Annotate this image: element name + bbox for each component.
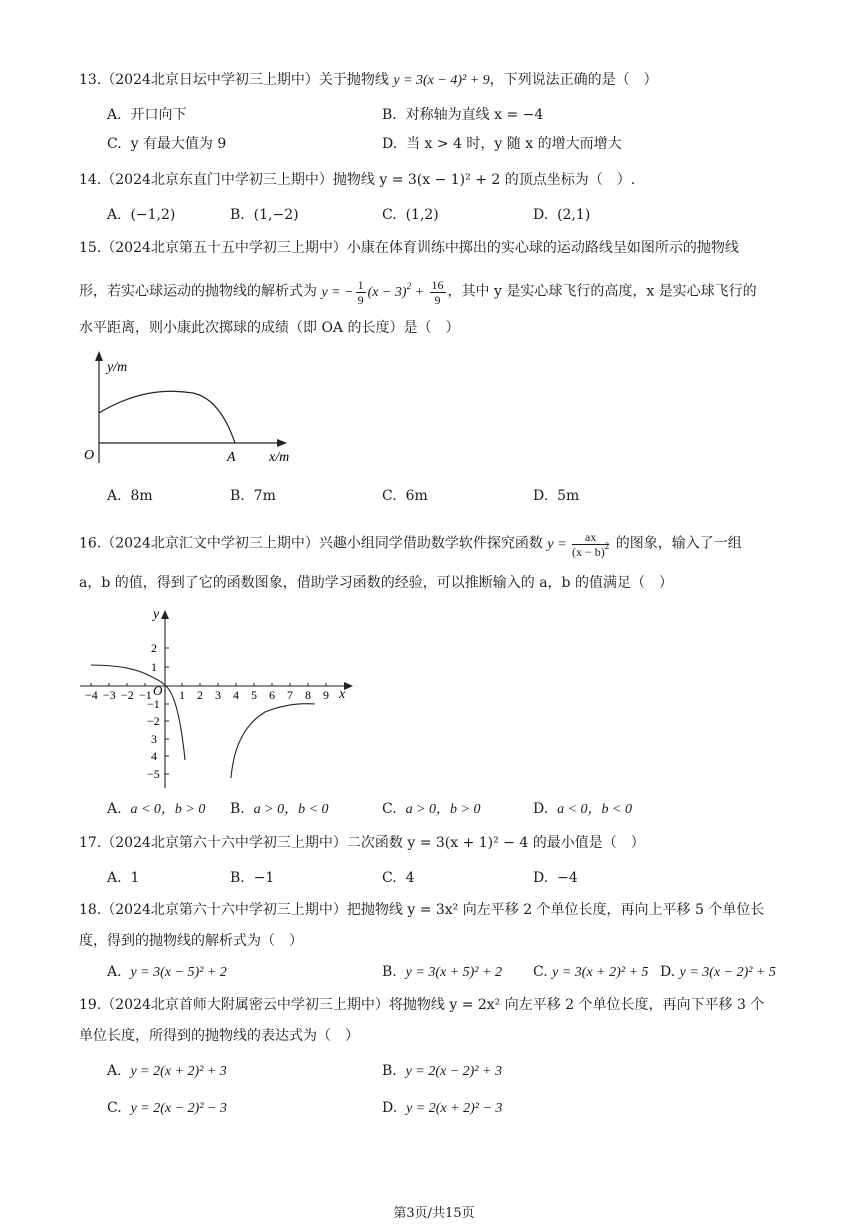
- option-text: 6m: [405, 488, 428, 504]
- option-text: (1,−2): [253, 207, 299, 223]
- option-label: C.: [107, 1100, 122, 1116]
- y-axis-label: y/m: [107, 360, 128, 375]
- x-tick-labels: [85, 688, 329, 702]
- x-axis-label: x: [339, 687, 346, 702]
- option-label: B.: [382, 964, 397, 980]
- q13-stem-tail: ，下列说法正确的是（ ）: [489, 72, 658, 88]
- x-tick-label: 5: [251, 688, 257, 702]
- option-label: C.: [533, 964, 548, 980]
- option-label: C.: [382, 488, 397, 504]
- q15-line2: [79, 278, 757, 307]
- q16-line1-b: 的图象，输入了一组: [615, 535, 742, 552]
- option-label: C.: [382, 870, 397, 886]
- option-label: A.: [107, 1063, 122, 1079]
- x-tick-label: −2: [121, 688, 134, 702]
- q18-line2: 度，得到的抛物线的解析式为（ ）: [79, 933, 303, 949]
- q14-stem: 14.（2024北京东直门中学初三上期中）抛物线 y = 3(x − 1)² + 2 的顶点坐标为（ ）.: [79, 172, 636, 188]
- option-label: D.: [533, 870, 549, 886]
- option-label: A.: [107, 964, 122, 980]
- option-label: B.: [382, 107, 397, 123]
- option-text: 7m: [253, 488, 276, 504]
- q17-option-c[interactable]: [382, 868, 415, 888]
- x-tick-label: 3: [215, 688, 221, 702]
- x-tick-label: 9: [323, 688, 329, 702]
- y-axis-label: y: [153, 607, 160, 622]
- option-text: y = 3(x − 2)² + 5: [679, 965, 776, 980]
- page-footer: 第3页/共15页: [393, 1206, 475, 1221]
- q15-option-c[interactable]: [382, 486, 428, 506]
- option-text: a < 0，b > 0: [130, 802, 206, 817]
- q18-option-a[interactable]: [107, 962, 227, 983]
- option-label: B.: [230, 488, 245, 504]
- y-tick-labels: [147, 641, 160, 781]
- q13-option-b[interactable]: [382, 105, 543, 125]
- q14-option-d[interactable]: [533, 205, 590, 225]
- option-text: y = 2(x + 2)² − 3: [406, 1101, 503, 1116]
- x-tick-label: 7: [287, 688, 293, 702]
- y-tick-label: −5: [147, 767, 160, 781]
- x-tick-label: −4: [85, 688, 98, 702]
- option-text: 4: [405, 870, 415, 886]
- option-label: C.: [382, 801, 397, 817]
- option-text: 对称轴为直线 x = −4: [405, 107, 544, 123]
- right-branch-curve: [231, 704, 315, 778]
- option-text: −4: [557, 870, 578, 886]
- option-label: A.: [107, 801, 122, 817]
- option-text: y = 2(x − 2)² + 3: [405, 1064, 502, 1079]
- q15-line1: 15.（2024北京第五十五中学初三上期中）小康在体育训练中掷出的实心球的运动路线呈如图所示的抛物线: [79, 240, 739, 256]
- q18-option-c[interactable]: [533, 962, 648, 983]
- option-text: 开口向下: [130, 107, 187, 123]
- x-tick-label: 2: [197, 688, 203, 702]
- q19-option-d[interactable]: [382, 1098, 502, 1119]
- q15-figure: [75, 345, 305, 470]
- option-text: y = 2(x + 2)² + 3: [130, 1064, 227, 1079]
- option-text: a > 0，b > 0: [405, 802, 481, 817]
- q19-option-a[interactable]: [107, 1061, 227, 1082]
- option-label: C.: [107, 136, 122, 152]
- q13-option-d[interactable]: [382, 134, 622, 154]
- option-label: B.: [230, 207, 245, 223]
- trajectory-curve: [99, 391, 235, 443]
- q16-line2: a，b 的值，得到了它的函数图象，借助学习函数的经验，可以推断输入的 a，b 的值满足（ ）: [79, 575, 673, 591]
- option-text: y = 2(x − 2)² − 3: [130, 1101, 227, 1116]
- option-label: A.: [107, 870, 122, 886]
- option-label: D.: [660, 964, 676, 980]
- q14-option-c[interactable]: [382, 205, 439, 225]
- x-tick-label: −1: [139, 688, 152, 702]
- option-label: D.: [533, 801, 549, 817]
- q17-option-a[interactable]: [107, 868, 139, 888]
- q16-formula: y = $\frac{ax}{(x - b)^2}$: [547, 530, 610, 559]
- q15-formula: y = − $\frac{1}{9}$ $(x - 3)^2$ + $\frac{16}{9}$: [321, 278, 444, 307]
- q18-line1: 18.（2024北京第六十六中学初三上期中）把抛物线 y = 3x² 向左平移 2 个单位长度，再向上平移 5 个单位长: [79, 902, 765, 918]
- q13-stem: [79, 70, 658, 91]
- x-tick-label: −3: [103, 688, 116, 702]
- option-label: D.: [382, 136, 398, 152]
- q15-line3: 水平距离，则小康此次掷球的成绩（即 OA 的长度）是（ ）: [79, 320, 460, 336]
- q16-line1: [79, 530, 742, 559]
- option-text: y = 3(x − 5)² + 2: [130, 965, 227, 980]
- x-axis-arrow: [277, 439, 287, 447]
- option-text: a < 0，b < 0: [557, 802, 632, 817]
- point-a-label: A: [227, 450, 236, 465]
- q16-figure: [75, 600, 365, 792]
- option-label: D.: [533, 207, 549, 223]
- y-axis-arrow: [95, 351, 103, 361]
- x-tick-label: 1: [179, 688, 185, 702]
- q16-option-c[interactable]: [382, 799, 480, 820]
- option-text: y = 3(x + 5)² + 2: [405, 965, 502, 980]
- q16-option-a[interactable]: [107, 799, 205, 820]
- y-tick-label: 2: [151, 641, 157, 655]
- q16-option-d[interactable]: [533, 799, 632, 820]
- option-label: B.: [230, 801, 245, 817]
- origin-label: O: [84, 448, 95, 463]
- x-axis-arrow: [344, 682, 353, 690]
- option-text: (1,2): [405, 207, 439, 223]
- q13-option-a[interactable]: [107, 105, 186, 125]
- q13-stem-expr: y = 3(x − 4)² + 9: [393, 73, 490, 88]
- q14-option-a[interactable]: [107, 205, 175, 225]
- x-axis-label: x/m: [269, 450, 290, 465]
- q19-option-c[interactable]: [107, 1098, 227, 1119]
- q17-option-d[interactable]: [533, 868, 578, 888]
- y-tick-label: 3: [151, 732, 157, 746]
- q13-option-c[interactable]: [107, 134, 226, 154]
- q19-line2: 单位长度，所得到的抛物线的表达式为（ ）: [79, 1028, 359, 1044]
- q16-option-b[interactable]: [230, 799, 329, 820]
- x-tick-label: 6: [269, 688, 275, 702]
- y-axis-arrow: [161, 610, 169, 619]
- q13-stem-text: 13.（2024北京日坛中学初三上期中）关于抛物线: [79, 72, 389, 88]
- y-tick-label: −1: [147, 697, 160, 711]
- q15-option-b[interactable]: [230, 486, 276, 506]
- y-ticks: [165, 648, 169, 774]
- option-text: y = 3(x + 2)² + 5: [552, 965, 649, 980]
- q18-option-b[interactable]: [382, 962, 502, 983]
- q15-line2-b: ，其中 y 是实心球飞行的高度，x 是实心球飞行的: [447, 283, 757, 300]
- option-text: (2,1): [557, 207, 591, 223]
- option-text: y 有最大值为 9: [130, 136, 227, 152]
- q19-line1: 19.（2024北京首师大附属密云中学初三上期中）将抛物线 y = 2x² 向左平移 2 个单位长度，再向下平移 3 个: [79, 997, 765, 1013]
- option-label: B.: [382, 1063, 397, 1079]
- option-text: (−1,2): [130, 207, 176, 223]
- q15-line2-a: 形，若实心球运动的抛物线的解析式为: [79, 283, 317, 300]
- y-tick-label: 1: [151, 660, 157, 674]
- q17-option-b[interactable]: [230, 868, 274, 888]
- option-label: A.: [107, 488, 122, 504]
- y-tick-label: −2: [147, 714, 160, 728]
- origin-label: O: [153, 683, 163, 698]
- option-label: B.: [230, 870, 245, 886]
- q15-option-a[interactable]: [107, 486, 153, 506]
- option-label: D.: [382, 1100, 398, 1116]
- option-label: A.: [107, 107, 122, 123]
- option-text: 1: [130, 870, 140, 886]
- option-text: a > 0，b < 0: [253, 802, 329, 817]
- option-text: 5m: [557, 488, 580, 504]
- x-tick-label: 4: [233, 688, 239, 702]
- y-tick-label: 4: [151, 749, 157, 763]
- q15-option-d[interactable]: [533, 486, 579, 506]
- q18-option-d[interactable]: [660, 962, 776, 983]
- q16-line1-a: 16.（2024北京汇文中学初三上期中）兴趣小组同学借助数学软件探究函数: [79, 535, 543, 552]
- q17-stem: 17.（2024北京第六十六中学初三上期中）二次函数 y = 3(x + 1)² − 4 的最小值是（ ）: [79, 835, 645, 851]
- option-label: C.: [382, 207, 397, 223]
- q14-option-b[interactable]: [230, 205, 299, 225]
- option-label: A.: [107, 207, 122, 223]
- option-text: 当 x > 4 时，y 随 x 的增大而增大: [406, 136, 622, 152]
- option-label: D.: [533, 488, 549, 504]
- left-branch-curve: [91, 665, 185, 760]
- x-tick-label: 8: [305, 688, 311, 702]
- q19-option-b[interactable]: [382, 1061, 502, 1082]
- option-text: 8m: [130, 488, 153, 504]
- option-text: −1: [253, 870, 275, 886]
